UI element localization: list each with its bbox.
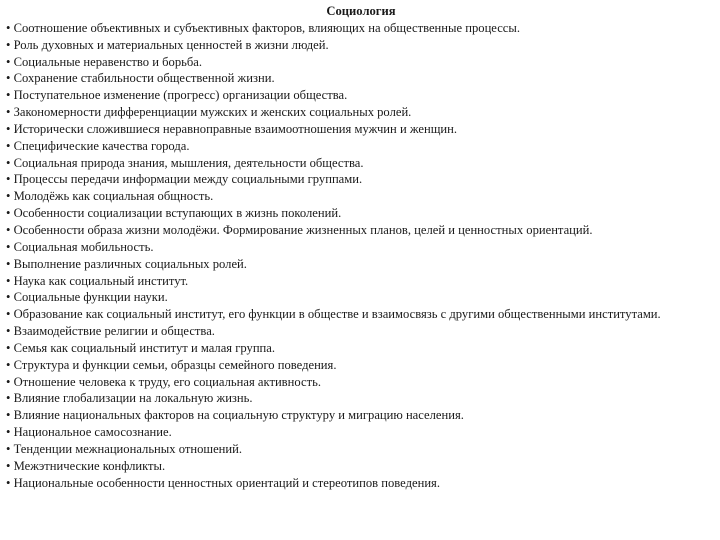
list-item-text: Отношение человека к труду, его социальная активность. <box>13 374 321 389</box>
bullet-marker: • <box>6 20 11 35</box>
list-item <box>6 357 706 374</box>
list-item-text: Наука как социальный институт. <box>13 273 189 288</box>
list-item <box>6 340 706 357</box>
bullet-marker: • <box>6 391 11 406</box>
list-item-text: Влияние национальных факторов на социальную структуру и миграцию населения. <box>13 408 464 423</box>
list-item-text: Влияние глобализации на локальную жизнь. <box>13 391 253 406</box>
list-item <box>6 54 706 71</box>
list-item <box>6 458 706 475</box>
bullet-marker: • <box>6 155 11 170</box>
list-item-text: Выполнение различных социальных ролей. <box>13 256 247 271</box>
list-item-text: Особенности образа жизни молодёжи. Формирование жизненных планов, целей и ценностных ориентаций. <box>13 222 593 237</box>
list-item <box>6 20 706 37</box>
list-item-text: Тенденции межнациональных отношений. <box>13 441 243 456</box>
bullet-marker: • <box>6 408 11 423</box>
bullet-marker: • <box>6 172 11 187</box>
list-item-text: Сохранение стабильности общественной жизни. <box>13 71 275 86</box>
document-page <box>6 3 706 491</box>
bullet-marker: • <box>6 324 11 339</box>
topic-list <box>6 20 706 492</box>
list-item <box>6 374 706 391</box>
list-item-text: Соотношение объективных и субъективных факторов, влияющих на общественные процессы. <box>13 20 521 35</box>
bullet-marker: • <box>6 189 11 204</box>
list-item-text: Структура и функции семьи, образцы семейного поведения. <box>13 357 337 372</box>
list-item-text: Национальное самосознание. <box>13 425 172 440</box>
bullet-marker: • <box>6 206 11 221</box>
list-item <box>6 222 706 239</box>
list-item <box>6 323 706 340</box>
list-item <box>6 390 706 407</box>
list-item-text: Социальные неравенство и борьба. <box>13 54 203 69</box>
bullet-marker: • <box>6 71 11 86</box>
list-item-text: Межэтнические конфликты. <box>13 458 166 473</box>
list-item-text: Образование как социальный институт, его функции в обществе и взаимосвязь с другими общественными институтами. <box>13 307 661 322</box>
list-item <box>6 407 706 424</box>
list-item <box>6 121 706 138</box>
list-item-text: Молодёжь как социальная общность. <box>13 189 214 204</box>
document-title: Социология <box>326 4 396 18</box>
list-item-text: Социальная мобильность. <box>13 239 154 254</box>
list-item <box>6 155 706 172</box>
bullet-marker: • <box>6 307 11 322</box>
bullet-marker: • <box>6 458 11 473</box>
bullet-marker: • <box>6 239 11 254</box>
bullet-marker: • <box>6 222 11 237</box>
list-item-text: Взаимодействие религии и общества. <box>13 324 215 339</box>
bullet-marker: • <box>6 357 11 372</box>
bullet-marker: • <box>6 121 11 136</box>
bullet-marker: • <box>6 54 11 69</box>
list-item <box>6 138 706 155</box>
list-item-text: Специфические качества города. <box>13 138 190 153</box>
bullet-marker: • <box>6 273 11 288</box>
bullet-marker: • <box>6 441 11 456</box>
list-item <box>6 188 706 205</box>
list-item <box>6 37 706 54</box>
bullet-marker: • <box>6 425 11 440</box>
bullet-marker: • <box>6 374 11 389</box>
bullet-marker: • <box>6 105 11 120</box>
list-item <box>6 70 706 87</box>
bullet-marker: • <box>6 88 11 103</box>
list-item <box>6 441 706 458</box>
list-item-text: Исторически сложившиеся неравноправные взаимоотношения мужчин и женщин. <box>13 121 458 136</box>
bullet-marker: • <box>6 256 11 271</box>
list-item <box>6 306 706 323</box>
bullet-marker: • <box>6 138 11 153</box>
list-item-text: Роль духовных и материальных ценностей в жизни людей. <box>13 37 329 52</box>
list-item-text: Процессы передачи информации между социальными группами. <box>13 172 363 187</box>
bullet-marker: • <box>6 37 11 52</box>
list-item-text: Социальные функции науки. <box>13 290 168 305</box>
list-item <box>6 475 706 492</box>
list-item <box>6 239 706 256</box>
list-item-text: Особенности социализации вступающих в жизнь поколений. <box>13 206 342 221</box>
bullet-marker: • <box>6 475 11 490</box>
list-item-text: Семья как социальный институт и малая группа. <box>13 340 276 355</box>
list-item <box>6 87 706 104</box>
bullet-marker: • <box>6 340 11 355</box>
list-item <box>6 289 706 306</box>
list-item <box>6 104 706 121</box>
list-item-text: Национальные особенности ценностных ориентаций и стереотипов поведения. <box>13 475 440 490</box>
list-item <box>6 256 706 273</box>
list-item <box>6 205 706 222</box>
list-item-text: Закономерности дифференциации мужских и женских социальных ролей. <box>13 105 412 120</box>
list-item <box>6 424 706 441</box>
list-item <box>6 171 706 188</box>
bullet-marker: • <box>6 290 11 305</box>
list-item <box>6 273 706 290</box>
list-item-text: Поступательное изменение (прогресс) организации общества. <box>13 88 348 103</box>
list-item-text: Социальная природа знания, мышления, деятельности общества. <box>13 155 364 170</box>
